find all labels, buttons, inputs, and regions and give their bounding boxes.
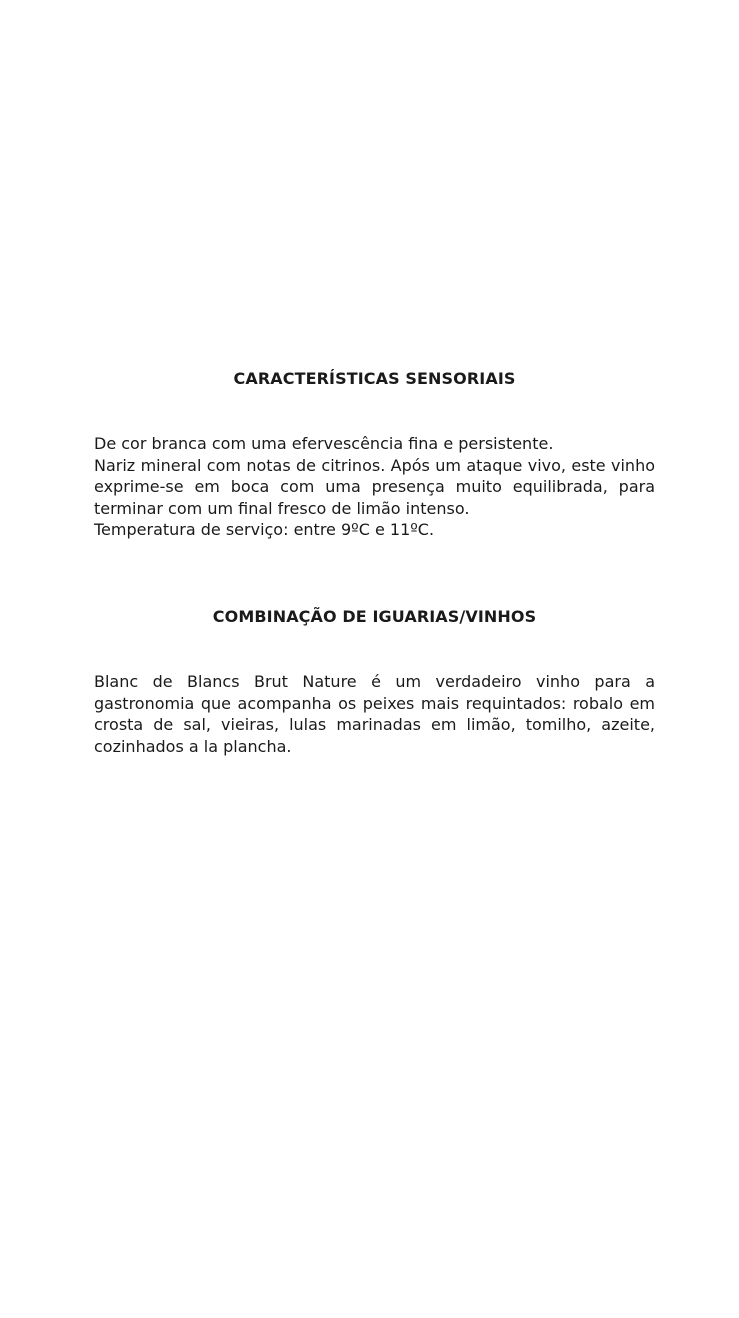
document-content [94, 368, 655, 757]
food-wine-pairing-heading: COMBINAÇÃO DE IGUARIAS/VINHOS [212, 606, 537, 626]
sensory-line-color: De cor branca com uma efervescência fina e persistente. [94, 434, 554, 453]
sensory-line-temperature: Temperatura de serviço: entre 9ºC e 11ºC. [94, 520, 435, 540]
sensory-line-nose: Nariz mineral com notas de citrinos. Após um ataque vivo, este vinho exprime-se em boca com uma presença muito equilibrada, para terminar com um final fresco de limão intenso. [94, 455, 655, 518]
sensory-characteristics-text [94, 433, 655, 541]
sensory-characteristics-heading: CARACTERÍSTICAS SENSORIAIS [233, 369, 516, 388]
food-wine-pairing-text: Blanc de Blancs Brut Nature é um verdadeiro vinho para a gastronomia que acompanha os peixes mais requintados: robalo em crosta de sal, vieiras, lulas marinadas em limão, tomilho, azeite, cozinhados a la plancha. [94, 671, 655, 756]
